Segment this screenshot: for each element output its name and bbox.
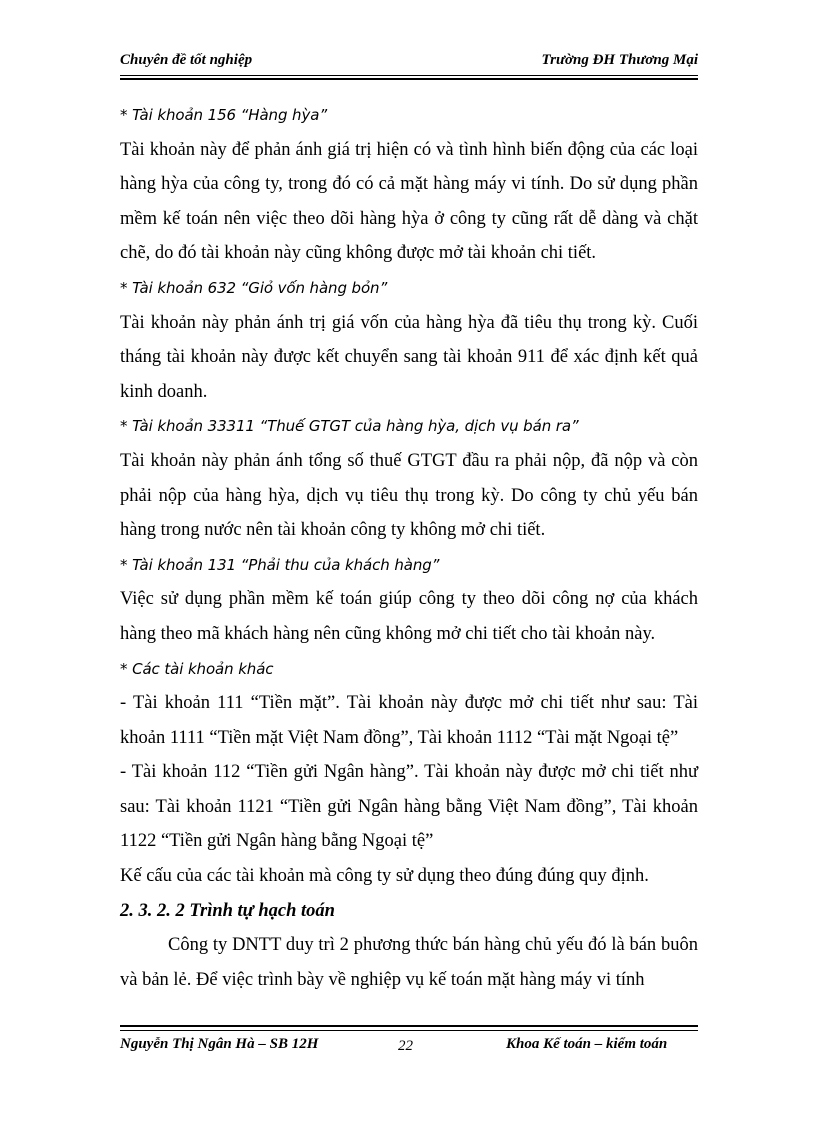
account-156-paragraph: Tài khoản này để phản ánh giá trị hiện có và tình hình biến động của các loại hàng hỳa của công ty, trong đó có cả mặt hàng máy vi tính. Do sử dụng phần mềm kế toán nên việc theo dõi hàng hỳa ở công ty cũng rất dễ dàng và chặt chẽ, do đó tài khoản này cũng không được mở tài khoản chi tiết.: [120, 139, 698, 264]
header-rule-thick: [120, 78, 698, 80]
body-text: [120, 98, 698, 997]
account-33311-paragraph: Tài khoản này phản ánh tổng số thuế GTGT đầu ra phải nộp, đã nộp và còn phải nộp của hàng hỳa, dịch vụ tiêu thụ trong kỳ. Do công ty chủ yếu bán hàng trong nước nên tài khoản công ty không mở chi tiết.: [120, 450, 698, 541]
section-heading: 2. 3. 2. 2 Trình tự hạch toán: [120, 900, 335, 921]
footer-rule-thin: [120, 1030, 698, 1031]
footer-rule-thick: [120, 1025, 698, 1027]
account-632-heading: * Tài khoản 632 “Giỏ vốn hàng bỏn”: [120, 278, 388, 297]
structure-paragraph: Kế cấu của các tài khoản mà công ty sử dụng theo đúng đúng quy định.: [120, 866, 649, 887]
account-156-heading: * Tài khoản 156 “Hàng hỳa”: [120, 106, 328, 124]
other-accounts-heading: * Các tài khoản khác: [120, 659, 274, 678]
header-rule-thin: [120, 75, 698, 76]
account-111-paragraph: - Tài khoản 111 “Tiền mặt”. Tài khoản này được mở chi tiết như sau: Tài khoản 1111 “Tiền mặt Việt Nam đồng”, Tài khoản 1112 “Tài mặt Ngoại tệ”: [120, 693, 698, 748]
page-footer: [120, 1036, 698, 1058]
header-right-text: Trường ĐH Thương Mại: [541, 52, 698, 68]
accounting-procedure-paragraph: Công ty DNTT duy trì 2 phương thức bán hàng chủ yếu đó là bán buôn và bản lẻ. Để việc trình bày về nghiệp vụ kế toán mặt hàng máy vi tính: [120, 935, 698, 990]
header-left-text: Chuyên đề tốt nghiệp: [120, 52, 253, 68]
account-112-paragraph: - Tài khoản 112 “Tiền gửi Ngân hàng”. Tài khoản này được mở chi tiết như sau: Tài khoản 1121 “Tiền gửi Ngân hàng bằng Việt Nam đồng”, Tài khoản 1122 “Tiền gửi Ngân hàng bằng Ngoại tệ”: [120, 762, 698, 852]
page-header: [120, 52, 698, 74]
footer-department: Khoa Kế toán – kiểm toán: [506, 1036, 668, 1052]
page-number: 22: [398, 1038, 413, 1054]
account-33311-heading: * Tài khoản 33311 “Thuế GTGT của hàng hỳa, dịch vụ bán ra”: [120, 417, 579, 436]
account-632-paragraph: Tài khoản này phản ánh trị giá vốn của hàng hỳa đã tiêu thụ trong kỳ. Cuối tháng tài khoản này được kết chuyển sang tài khoản 911 để xác định kết quả kinh doanh.: [120, 312, 698, 402]
footer-author: Nguyễn Thị Ngân Hà – SB 12H: [120, 1036, 319, 1052]
account-131-heading: * Tài khoản 131 “Phải thu của khách hàng”: [120, 555, 440, 574]
account-131-paragraph: Việc sử dụng phần mềm kế toán giúp công ty theo dõi công nợ của khách hàng theo mã khách hàng nên cũng không mở chi tiết cho tài khoản này.: [120, 589, 698, 644]
